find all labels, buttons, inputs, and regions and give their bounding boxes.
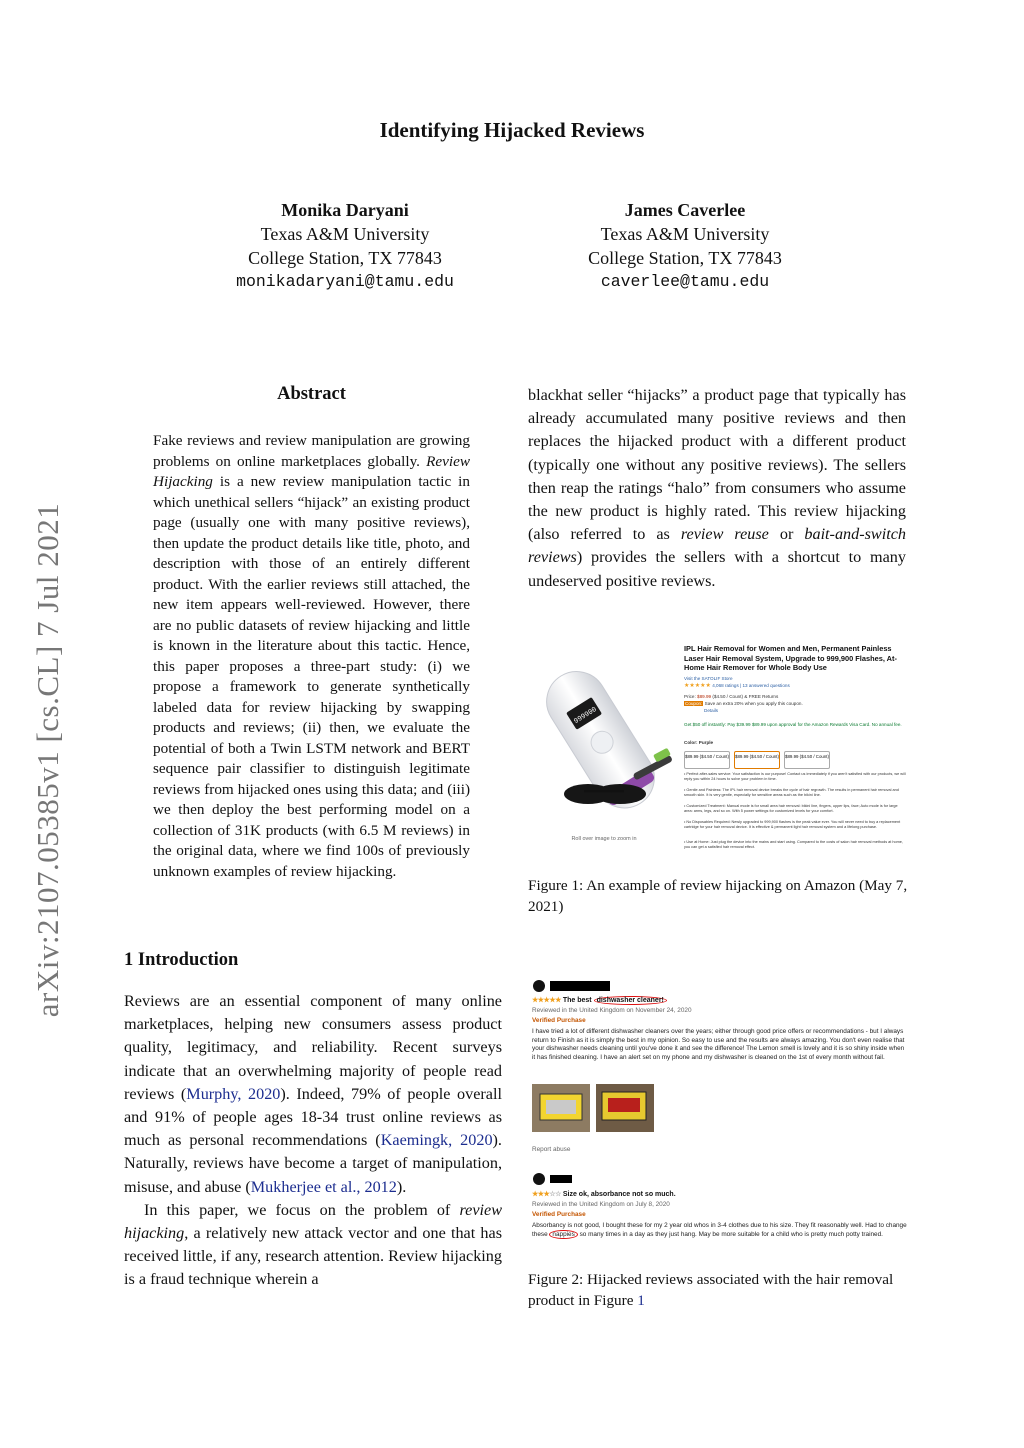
color-option-selected[interactable]: $89.99 ($4.50 / Count): [734, 751, 780, 769]
author-address: College Station, TX 77843: [248, 248, 442, 268]
color-option[interactable]: $89.99 ($4.50 / Count): [784, 751, 830, 769]
rollover-hint: Roll over image to zoom in: [571, 836, 637, 842]
bullet-point: • Use at Home: Just plug the device into the mains and start using. Compared to the costs of salon hair removal methods at home, you can get a satisfied hair removal effect.: [684, 840, 903, 850]
details-link[interactable]: Details: [704, 708, 719, 713]
promo-text: Get $50 off instantly: Pay $39.99 $89.99 upon approval for the Amazon Rewards Visa Card. No annual fee.: [684, 722, 902, 727]
abstract-term: Review Hijacking: [153, 452, 470, 490]
bullet-point: • Gentle and Painless: The IPL hair removal device breaks the cycle of hair regrowth. The results in permanent hair removal and smooth skin. It is very gentle, especially for sensitive areas such as the bikini line.: [684, 788, 899, 798]
review-date: Reviewed in the United Kingdom on July 8, 2020: [532, 1201, 670, 1208]
citation-murphy[interactable]: Murphy, 2020: [186, 1084, 281, 1103]
price-value: $89.99: [697, 694, 712, 699]
author-affiliation: Texas A&M University: [260, 224, 430, 244]
bullet-point: • Perfect after-sales service: Your satisfaction is our purpose! Contact us immediately if you aren't satisfied with our products, we will reply you within 24 hours to solve your problem in time.: [684, 772, 906, 782]
star-rating-icon: ★★★★★: [532, 997, 561, 1004]
author-name: James Caverlee: [624, 200, 746, 220]
introduction-left-column: [124, 990, 502, 1292]
author-affiliation: Texas A&M University: [600, 224, 770, 244]
product-title[interactable]: IPL Hair Removal for Women and Men, Permanent Painless Laser Hair Removal System, Upgrade to 999,900 Flashes, At-Home Hair Remover for Whole Body Use: [684, 644, 897, 672]
figure-1-caption: Figure 1: An example of review hijacking on Amazon (May 7, 2021): [528, 877, 908, 915]
author-email[interactable]: caverlee@tamu.edu: [600, 272, 770, 291]
paper-title: Identifying Hijacked Reviews: [379, 118, 645, 142]
citation-kaemingk[interactable]: Kaemingk, 2020: [380, 1131, 493, 1150]
circled-annotation: nappies: [549, 1230, 577, 1239]
abstract-body: Fake reviews and review manipulation are growing problems on online marketplaces globally. Review Hijacking is a new review manipulation tactic in which unethical sellers “hijack” an existing product page (usually one with many positive reviews), then update the product details like title, photo, and description with those of an entirely different product. With the earlier reviews still attached, the new item appears well-reviewed. However, there are no public datasets of review hijacking and little is known in the literature about this tactic. Hence, this paper proposes a three-part study: (i) we propose a framework to generate synthetically labeled data for review hijacking by swapping products and reviews; (ii) then, we evaluate the potential of both a Twin LSTM network and BERT sequence pair classifier to distinguish legitimate reviews from hijacked ones using this data; and (iii) we then deploy the best performing model on a collection of 31K products (with 6.5 M reviews) in the original data, where we find 100s of previously unknown examples of review hijacking.: [153, 432, 470, 880]
review-body: I have tried a lot of different dishwasher cleaners over the years; either through good price offers or recommendations - but I always return to Finish as it is simply the best in my opinion. So easy to use and the results are always amazing. You don't even realise that your dishwasher needs cleaning until you've done it and see the difference! The Lemon smell is lovely and it is so shiny inside when it has finished cleaning. I have an alert set on my phone and my dishwasher is cleaned on the 1st of every month without fail.: [532, 1028, 905, 1061]
circled-annotation: dishwasher cleaner!: [594, 996, 667, 1005]
price-line: Price: $89.99 ($4.50 / Count) & FREE Returns: [684, 694, 779, 699]
verified-purchase-badge: Verified Purchase: [532, 1017, 586, 1024]
introduction-right-column: blackhat seller “hijacks” a product page that typically has already accumulated many positive reviews and then replaces the hijacked product with a different product (typically one without any positive reviews). The sellers then reap the ratings “halo” from consumers who assume the new product is highly rated. This review hijacking (also referred to as review reuse or bait-and-switch reviews) provides the sellers with a shortcut to many undeserved positive reviews.: [528, 386, 906, 590]
figure-1-amazon-listing: [528, 636, 908, 864]
figure-2-hijacked-reviews: [528, 976, 908, 1258]
device-screen-readout: 999900: [572, 705, 599, 727]
figure-reference-link[interactable]: 1: [637, 1291, 645, 1309]
bullet-point: • No Disposables Required: Newly upgraded to 999,900 flashes is the peak value ever. You will never need to buy a replacement cartridge for your hair removal device. It is effective & permanent light hair removal system and a lifelong purchase.: [684, 820, 901, 830]
review-title: ★★★☆☆ Size ok, absorbance not so much.: [532, 1191, 676, 1198]
report-abuse-link[interactable]: Report abuse: [532, 1146, 571, 1153]
section-heading-introduction: 1 Introduction: [124, 950, 239, 970]
bullet-point: • Customized Treatment: Manual mode is for small area hair removal: bikini line, fingers, upper lips, face; Auto mode is for large area: arms, legs, and so on. With 5 power settings for customized levels for your comfort.: [684, 804, 898, 814]
star-rating-icon: ★★★☆☆: [532, 1191, 561, 1198]
author-name: Monika Daryani: [281, 200, 409, 220]
product-image: [528, 644, 680, 844]
citation-mukherjee[interactable]: Mukherjee et al., 2012: [250, 1177, 397, 1196]
review-date: Reviewed in the United Kingdom on November 24, 2020: [532, 1007, 692, 1014]
reviewer-avatar-redacted: [532, 1172, 592, 1186]
abstract-heading: Abstract: [277, 384, 346, 404]
reviewer-avatar-redacted: [532, 979, 622, 993]
review-title: ★★★★★ The best dishwasher cleaner!: [532, 996, 667, 1004]
coupon-line[interactable]: Coupon: Save an extra 20% when you apply this coupon.: [685, 701, 803, 706]
author-email[interactable]: monikadaryani@tamu.edu: [236, 272, 454, 291]
arxiv-identifier: arXiv:2107.05385v1 [cs.CL] 7 Jul 2021: [30, 502, 65, 1018]
intro-paragraph-1: Reviews are an essential component of many online marketplaces, helping new consumers assess product quality, legitimacy, and reliability. Recent surveys indicate that an overwhelming majority of people read reviews (Murphy, 2020). Indeed, 79% of people overall and 91% of people ages 18-34 trust online reviews as much as personal recommendations (Kaemingk, 2020). Naturally, reviews have become a target of manipulation, misuse, and abuse (Mukherjee et al., 2012).: [124, 992, 502, 1196]
author-address: College Station, TX 77843: [588, 248, 782, 268]
review-photos[interactable]: [532, 1084, 656, 1132]
intro-paragraph-2: In this paper, we focus on the problem of review hijacking, a relatively new attack vector and one that has received little, if any, research attention. Review hijacking is a fraud technique wherein a: [124, 1200, 502, 1289]
star-rating-icon: ★★★★★: [684, 683, 711, 689]
store-link[interactable]: Visit the SATOLIF Store: [684, 676, 733, 681]
verified-purchase-badge: Verified Purchase: [532, 1211, 586, 1218]
author-block-2: [545, 198, 825, 294]
color-option[interactable]: $89.99 ($4.50 / Count): [684, 751, 730, 769]
color-label: Color: Purple: [684, 740, 714, 745]
review-body: Absorbancy is not good, I bought these for my 2 year old whos in 3-4 clothes due to his size. They fit reasonably well. Had to change these nappies so many times in a day as they just hang. May be more suitable for a child who is pretty much potty trained.: [532, 1222, 907, 1238]
figure-2-caption: Figure 2: Hijacked reviews associated with the hair removal product in Figure 1: [528, 1271, 894, 1309]
rating-line[interactable]: ★★★★★ 4,068 ratings | 13 answered questions: [684, 683, 790, 689]
author-block-1: [205, 198, 485, 294]
